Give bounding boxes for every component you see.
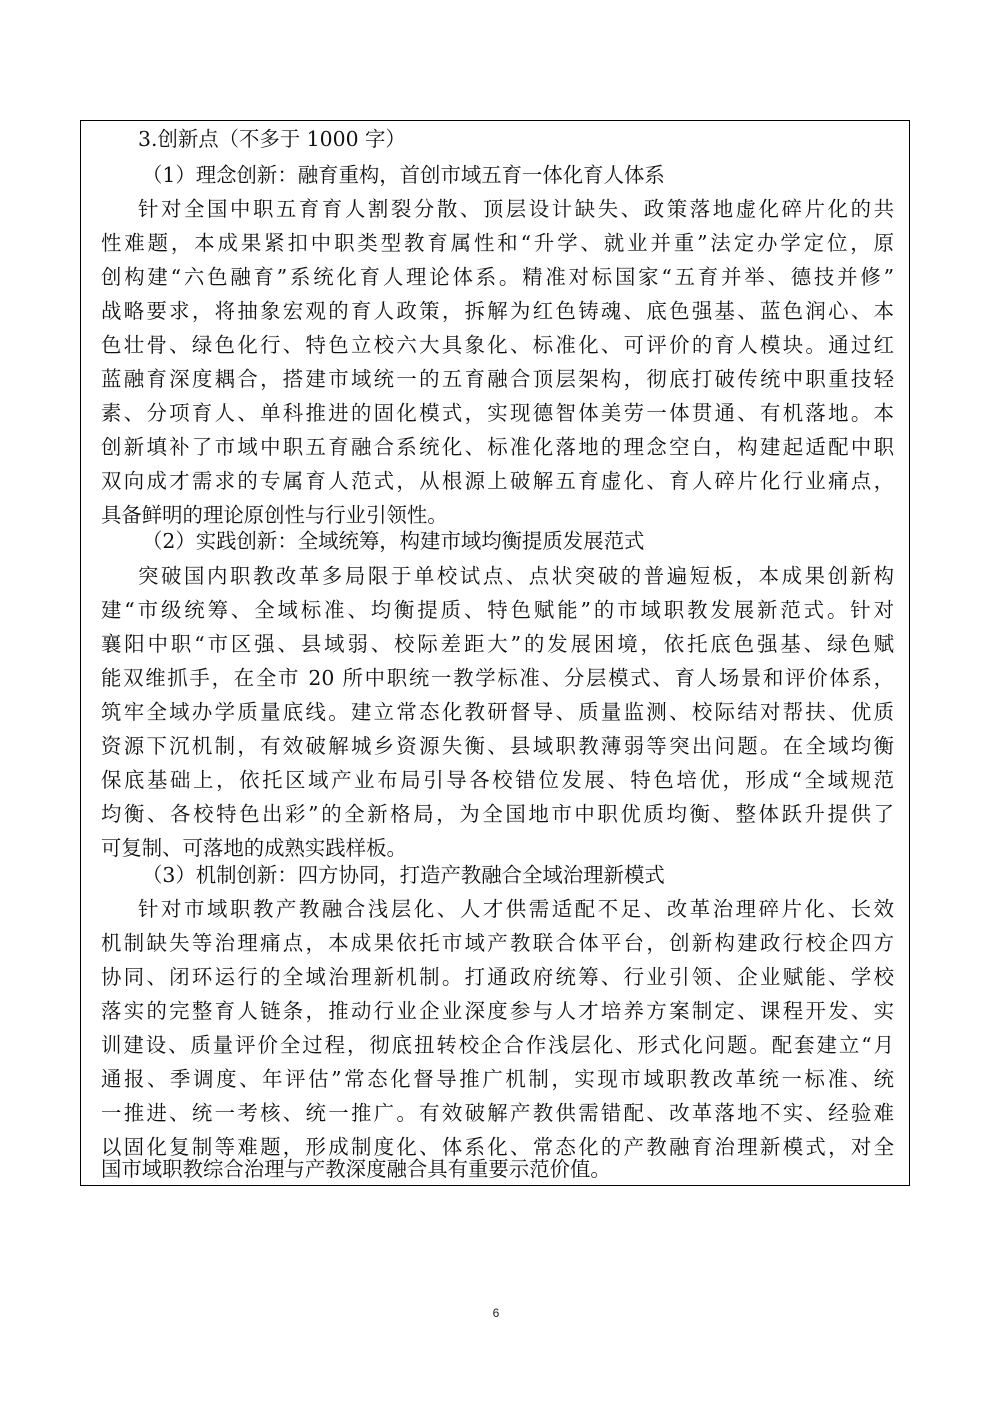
paragraph-line: 蓝融育深度耦合，搭建市域统一的五育融合顶层架构，彻底打破传统中职重技轻	[101, 367, 894, 391]
paragraph-line: 素、分项育人、单科推进的固化模式，实现德智体美劳一体贯通、有机落地。本	[101, 401, 894, 425]
section-heading: 3.创新点（不多于 1000 字）	[138, 127, 406, 151]
paragraph-line: 通报、季调度、年评估”常态化督导推广机制，实现市域职教改革统一标准、统	[101, 1067, 894, 1091]
paragraph-line: 资源下沉机制，有效破解城乡资源失衡、县域职教薄弱等突出问题。在全域均衡	[101, 734, 894, 758]
part-1-title: （1）理念创新：融育重构，首创市域五育一体化育人体系	[142, 163, 665, 187]
paragraph-line: 建“市级统筹、全域标准、均衡提质、特色赋能”的市域职教发展新范式。针对	[101, 598, 894, 622]
page-number: 6	[492, 1306, 500, 1320]
paragraph-line: 可复制、可落地的成熟实践样板。	[101, 836, 407, 860]
part-3-title: （3）机制创新：四方协同，打造产教融合全域治理新模式	[142, 863, 665, 887]
paragraph-line: 具备鲜明的理论原创性与行业引领性。	[101, 503, 448, 527]
paragraph-line: 创构建“六色融育”系统化育人理论体系。精准对标国家“五育并举、德技并修”	[101, 265, 894, 289]
paragraph-line: 色壮骨、绿色化行、特色立校六大具象化、标准化、可评价的育人模块。通过红	[101, 333, 894, 357]
paragraph-line: 保底基础上，依托区域产业布局引导各校错位发展、特色培优，形成“全域规范	[101, 768, 894, 792]
paragraph-line: 突破国内职教改革多局限于单校试点、点状突破的普遍短板，本成果创新构	[138, 564, 894, 588]
paragraph-line: 国市域职教综合治理与产教深度融合具有重要示范价值。	[101, 1157, 611, 1181]
paragraph-line: 战略要求，将抽象宏观的育人政策，拆解为红色铸魂、底色强基、蓝色润心、本	[101, 299, 894, 323]
paragraph-line: 性难题，本成果紧扣中职类型教育属性和“升学、就业并重”法定办学定位，原	[101, 231, 894, 255]
paragraph-line: 创新填补了市域中职五育融合系统化、标准化落地的理念空白，构建起适配中职	[101, 435, 894, 459]
paragraph-line: 以固化复制等难题，形成制度化、体系化、常态化的产教融育治理新模式，对全	[101, 1135, 894, 1159]
paragraph-line: 协同、闭环运行的全域治理新机制。打通政府统筹、行业引领、企业赋能、学校	[101, 965, 894, 989]
paragraph-line: 针对市域职教产教融合浅层化、人才供需适配不足、改革治理碎片化、长效	[138, 897, 894, 921]
paragraph-line: 针对全国中职五育育人割裂分散、顶层设计缺失、政策落地虚化碎片化的共	[138, 197, 894, 221]
paragraph-line: 能双维抓手，在全市 20 所中职统一教学标准、分层模式、育人场景和评价体系，	[101, 666, 894, 690]
paragraph-line: 双向成才需求的专属育人范式，从根源上破解五育虚化、育人碎片化行业痛点，	[101, 469, 894, 493]
paragraph-line: 落实的完整育人链条，推动行业企业深度参与人才培养方案制定、课程开发、实	[101, 999, 894, 1023]
paragraph-line: 筑牢全域办学质量底线。建立常态化教研督导、质量监测、校际结对帮扶、优质	[101, 700, 894, 724]
paragraph-line: 训建设、质量评价全过程，彻底扭转校企合作浅层化、形式化问题。配套建立“月	[101, 1033, 894, 1057]
form-cell-frame	[80, 120, 910, 1186]
part-2-title: （2）实践创新：全域统筹，构建市域均衡提质发展范式	[142, 529, 645, 553]
paragraph-line: 机制缺失等治理痛点，本成果依托市域产教联合体平台，创新构建政行校企四方	[101, 931, 894, 955]
paragraph-line: 均衡、各校特色出彩”的全新格局，为全国地市中职优质均衡、整体跃升提供了	[101, 802, 894, 826]
paragraph-line: 襄阳中职“市区强、县域弱、校际差距大”的发展困境，依托底色强基、绿色赋	[101, 632, 894, 656]
paragraph-line: 一推进、统一考核、统一推广。有效破解产教供需错配、改革落地不实、经验难	[101, 1101, 894, 1125]
